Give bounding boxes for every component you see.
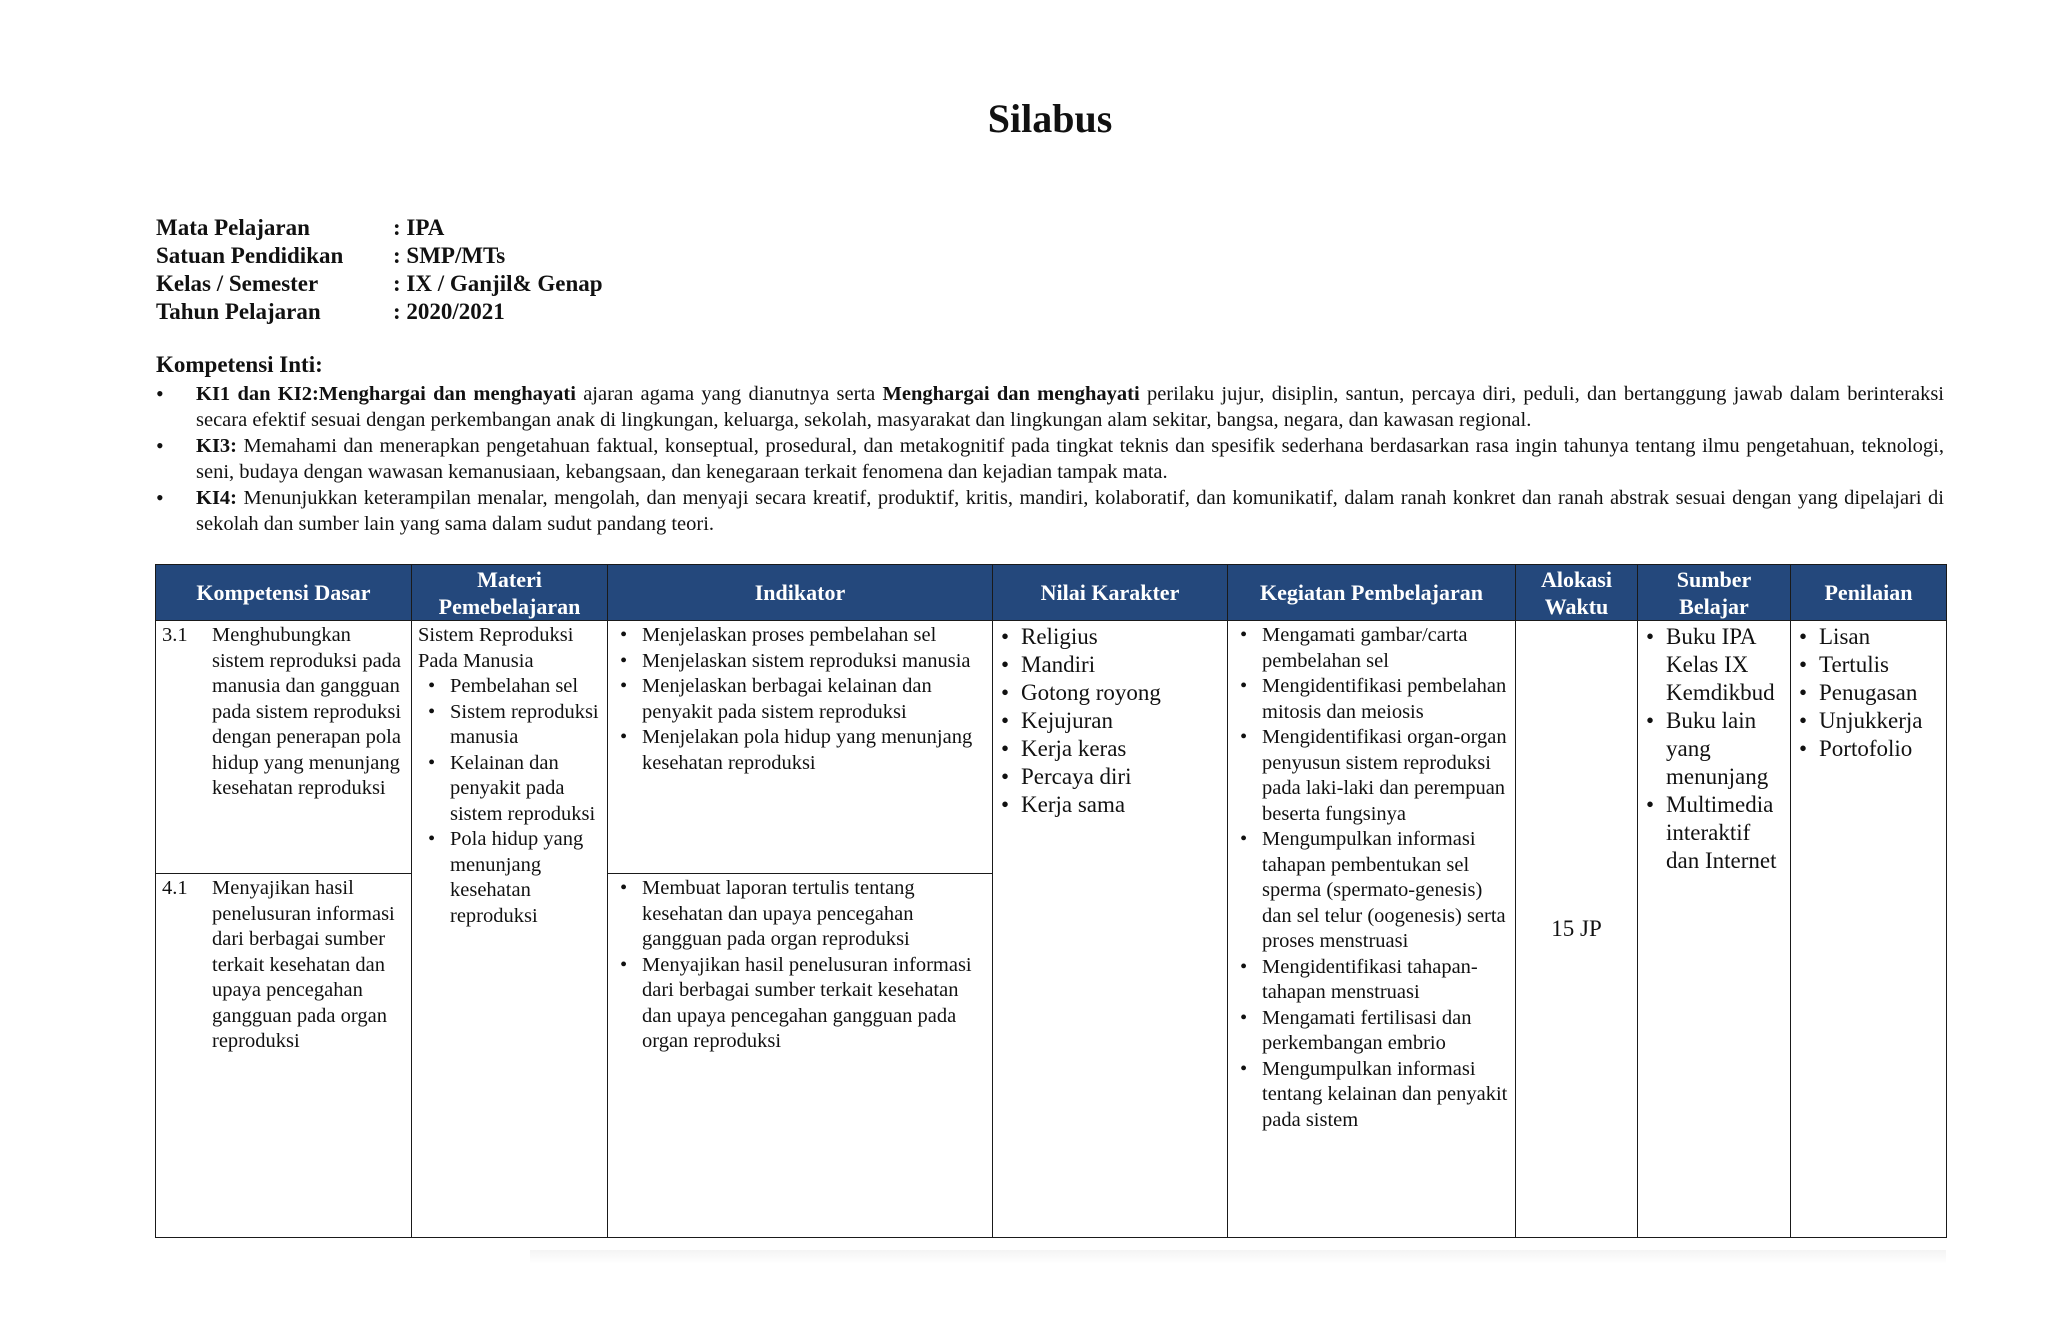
meta-label: Tahun Pelajaran	[156, 299, 321, 324]
list-item: • Buku lain yang menunjang	[1644, 707, 1784, 791]
header-kegiatan: Kegiatan Pembelajaran	[1228, 565, 1516, 621]
list-item: • Kejujuran	[999, 707, 1221, 735]
kd-number: 3.1	[162, 624, 188, 646]
indikator-cell	[608, 874, 993, 1238]
list-item: • Religius	[999, 623, 1221, 651]
materi-list	[422, 674, 601, 929]
list-item: • Multimedia interaktif dan Internet	[1644, 791, 1784, 875]
nilai-list	[999, 623, 1221, 819]
header-penilaian: Penilaian	[1791, 565, 1947, 621]
table-header-row	[156, 565, 1947, 621]
penilaian-cell	[1791, 621, 1947, 1238]
syllabus-table	[155, 564, 1947, 1238]
kd-text: Menyajikan hasil penelusuran informasi dari berbagai sumber terkait kesehatan dan upaya pencegahan gangguan pada organ reproduksi	[212, 877, 395, 1052]
ki-item-ki4: • KI4: Menunjukkan keterampilan menalar, mengolah, dan menyaji secara kreatif, produktif, kritis, mandiri, kolaboratif, dan komunikatif, dalam ranah konkret dan ranah abstrak sesuai dengan yang dipelajari di sekolah dan sumber lain yang sama dalam sudut pandang teori.	[156, 485, 1944, 537]
meta-value: : SMP/MTs	[393, 243, 506, 268]
course-info	[156, 214, 603, 326]
meta-value: : IPA	[393, 215, 445, 240]
ki-item-ki1-ki2: • KI1 dan KI2:Menghargai dan menghayati ajaran agama yang dianutnya serta Menghargai dan menghayati perilaku jujur, disiplin, santun, percaya diri, peduli, dan bertanggung jawab dalam berinteraksi secara efektif sesuai dengan perkembangan anak di lingkungan, keluarga, sekolah, masyarakat dan lingkungan alam sekitar, bangsa, negara, dan kawasan regional.	[156, 381, 1944, 433]
materi-intro: Sistem Reproduksi Pada Manusia	[418, 624, 574, 672]
list-item: • Menyajikan hasil penelusuran informasi dari berbagai sumber terkait kesehatan dan upaya pencegahan gangguan pada organ reproduksi	[614, 953, 986, 1055]
kd-number: 4.1	[162, 877, 188, 899]
nilai-karakter-cell	[993, 621, 1228, 1238]
meta-row-subject	[156, 214, 603, 242]
kd-cell	[156, 874, 412, 1238]
list-item: • Tertulis	[1797, 651, 1940, 679]
ki-list	[156, 381, 1944, 537]
kegiatan-cell	[1228, 621, 1516, 1238]
list-item: • Mengumpulkan informasi tahapan pembentukan sel sperma (spermato-genesis) dan sel telur (oogenesis) serta proses menstruasi	[1234, 827, 1509, 955]
list-item: • Pola hidup yang menunjang kesehatan reproduksi	[422, 827, 601, 929]
table-row	[156, 621, 1947, 874]
list-item: • Menjelaskan proses pembelahan sel	[614, 623, 986, 649]
list-item: • Lisan	[1797, 623, 1940, 651]
meta-row-school	[156, 242, 603, 270]
meta-value: : IX / Ganjil& Genap	[393, 271, 603, 296]
header-indikator: Indikator	[608, 565, 993, 621]
list-item: • Buku IPA Kelas IX Kemdikbud	[1644, 623, 1784, 707]
sumber-cell	[1638, 621, 1791, 1238]
list-item: • Membuat laporan tertulis tentang kesehatan dan upaya pencegahan gangguan pada organ reproduksi	[614, 876, 986, 953]
ki-item-ki3: • KI3: Memahami dan menerapkan pengetahuan faktual, konseptual, prosedural, dan metakognitif pada tingkat teknis dan spesifik sederhana berdasarkan rasa ingin tahunya tentang ilmu pengetahuan, teknologi, seni, budaya dengan wawasan kemanusiaan, kebangsaan, dan kenegaraan terkait fenomena dan kejadian tampak mata.	[156, 433, 1944, 485]
list-item: • Gotong royong	[999, 679, 1221, 707]
indikator-list	[614, 623, 986, 776]
kd-text: Menghubungkan sistem reproduksi pada manusia dan gangguan pada sistem reproduksi dengan penerapan pola hidup yang menunjang kesehatan reproduksi	[212, 624, 402, 799]
meta-label: Kelas / Semester	[156, 271, 319, 296]
list-item: • Menjelaskan berbagai kelainan dan penyakit pada sistem reproduksi	[614, 674, 986, 725]
materi-cell	[412, 621, 608, 1238]
list-item: • Mengidentifikasi pembelahan mitosis dan meiosis	[1234, 674, 1509, 725]
kegiatan-list	[1234, 623, 1509, 1133]
header-materi: Materi Pemebelajaran	[412, 565, 608, 621]
ki-heading: Kompetensi Inti:	[156, 352, 323, 377]
list-item: • Menjelaskan sistem reproduksi manusia	[614, 649, 986, 675]
penilaian-list	[1797, 623, 1940, 763]
list-item: • Portofolio	[1797, 735, 1940, 763]
meta-value: : 2020/2021	[393, 299, 505, 324]
meta-label: Mata Pelajaran	[156, 215, 310, 240]
list-item: • Mengamati fertilisasi dan perkembangan embrio	[1234, 1006, 1509, 1057]
list-item: • Menjelakan pola hidup yang menunjang kesehatan reproduksi	[614, 725, 986, 776]
list-item: • Kelainan dan penyakit pada sistem reproduksi	[422, 751, 601, 828]
meta-label: Satuan Pendidikan	[156, 243, 344, 268]
indikator-list	[614, 876, 986, 1055]
list-item: • Kerja keras	[999, 735, 1221, 763]
sumber-list	[1644, 623, 1784, 875]
list-item: • Mengidentifikasi organ-organ penyusun sistem reproduksi pada laki-laki dan perempuan beserta fungsinya	[1234, 725, 1509, 827]
list-item: • Mengamati gambar/carta pembelahan sel	[1234, 623, 1509, 674]
header-kompetensi-dasar: Kompetensi Dasar	[156, 565, 412, 621]
meta-row-year	[156, 298, 603, 326]
header-alokasi: Alokasi Waktu	[1516, 565, 1638, 621]
meta-row-class	[156, 270, 603, 298]
list-item: • Sistem reproduksi manusia	[422, 700, 601, 751]
header-sumber: Sumber Belajar	[1638, 565, 1791, 621]
alokasi-cell: 15 JP	[1516, 621, 1638, 1238]
list-item: • Kerja sama	[999, 791, 1221, 819]
list-item: • Percaya diri	[999, 763, 1221, 791]
page-title: Silabus	[987, 96, 1113, 141]
list-item: • Mandiri	[999, 651, 1221, 679]
list-item: • Mengidentifikasi tahapan-tahapan menstruasi	[1234, 955, 1509, 1006]
kd-cell	[156, 621, 412, 874]
page-bottom-shadow	[530, 1250, 1946, 1264]
list-item: • Penugasan	[1797, 679, 1940, 707]
list-item: • Unjukkerja	[1797, 707, 1940, 735]
list-item: • Pembelahan sel	[422, 674, 601, 700]
header-nilai-karakter: Nilai Karakter	[993, 565, 1228, 621]
indikator-cell	[608, 621, 993, 874]
list-item: • Mengumpulkan informasi tentang kelainan dan penyakit pada sistem	[1234, 1057, 1509, 1134]
